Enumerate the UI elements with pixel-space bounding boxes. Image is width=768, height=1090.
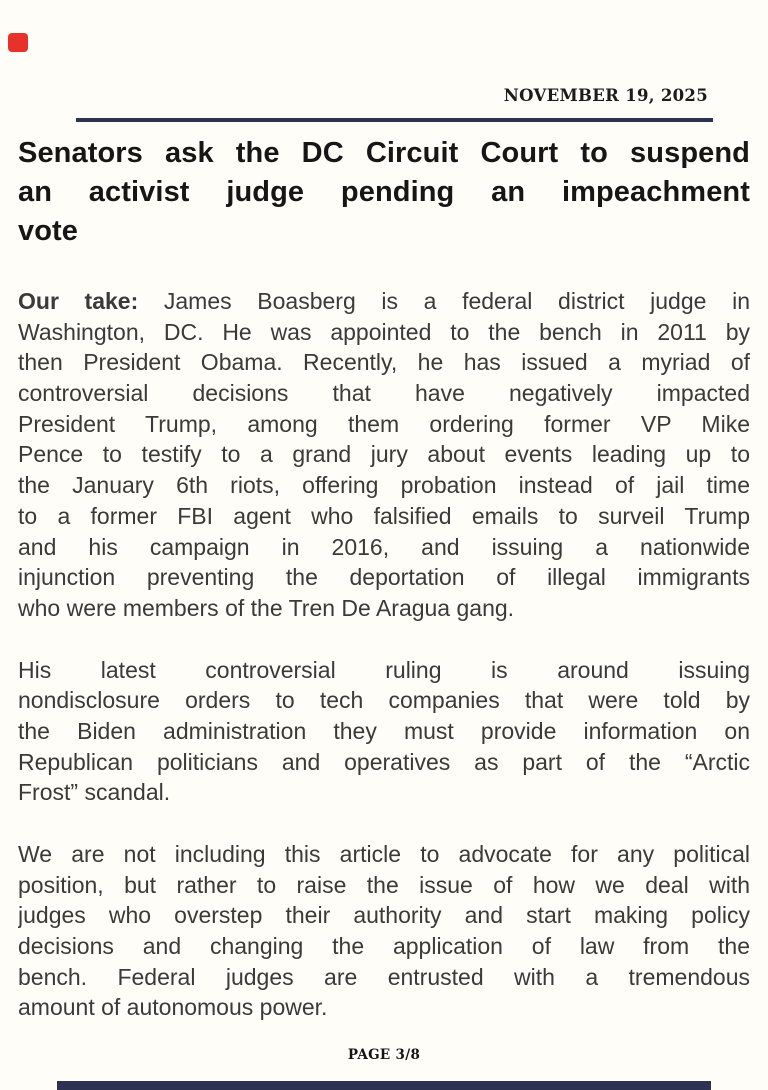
text-line: position, but rather to raise the issue of how we deal with	[18, 871, 750, 898]
page-number: PAGE 3/8	[347, 1047, 421, 1063]
text-line: bench. Federal judges are entrusted with a tremendous	[18, 963, 750, 990]
text-line: Senators ask the DC Circuit Court to suspend	[18, 137, 750, 169]
paragraph-latest-ruling	[18, 655, 750, 808]
text-line: then President Obama. Recently, he has issued a myriad of	[18, 349, 750, 376]
text-line: vote	[18, 215, 79, 247]
paragraph-lead-rest: James Boasberg is a federal district judge in	[138, 288, 750, 314]
article-content	[18, 134, 750, 1023]
text-line: We are not including this article to advocate for any political	[18, 841, 750, 867]
paragraph-disclaimer	[18, 839, 750, 1023]
text-line: the January 6th riots, offering probation instead of jail time	[18, 472, 750, 499]
text-line: Republican politicians and operatives as part of the “Arctic	[18, 748, 750, 775]
text-line: decisions and changing the application of law from the	[18, 933, 750, 960]
paragraph-lines	[18, 317, 750, 624]
text-line: the Biden administration they must provide information on	[18, 717, 750, 744]
text-line: Pence to testify to a grand jury about events leading up to	[18, 441, 750, 468]
text-line: President Trump, among them ordering former VP Mike	[18, 410, 750, 437]
red-accent-mark	[8, 33, 28, 52]
text-line: injunction preventing the deportation of illegal immigrants	[18, 564, 750, 591]
text-line: an activist judge pending an impeachment	[18, 176, 750, 208]
text-line: Washington, DC. He was appointed to the bench in 2011 by	[18, 318, 750, 345]
paragraph-lead-label: Our take:	[18, 288, 139, 314]
text-line: His latest controversial ruling is around issuing	[18, 656, 750, 683]
text-line: who were members of the Tren De Aragua gang.	[18, 594, 515, 621]
text-line: nondisclosure orders to tech companies that were told by	[18, 687, 750, 714]
text-line: controversial decisions that have negatively impacted	[18, 380, 750, 407]
text-line: judges who overstep their authority and start making policy	[18, 902, 750, 929]
text-line: amount of autonomous power.	[18, 994, 328, 1021]
text-line: and his campaign in 2016, and issuing a nationwide	[18, 533, 750, 560]
article-headline	[18, 134, 750, 251]
text-line	[18, 286, 750, 317]
header-divider-line	[76, 118, 713, 122]
footer-bar	[57, 1081, 711, 1090]
paragraph-our-take	[18, 286, 750, 624]
issue-date: NOVEMBER 19, 2025	[503, 86, 708, 105]
text-line: to a former FBI agent who falsified emails to surveil Trump	[18, 502, 750, 529]
text-line: Frost” scandal.	[18, 779, 171, 806]
